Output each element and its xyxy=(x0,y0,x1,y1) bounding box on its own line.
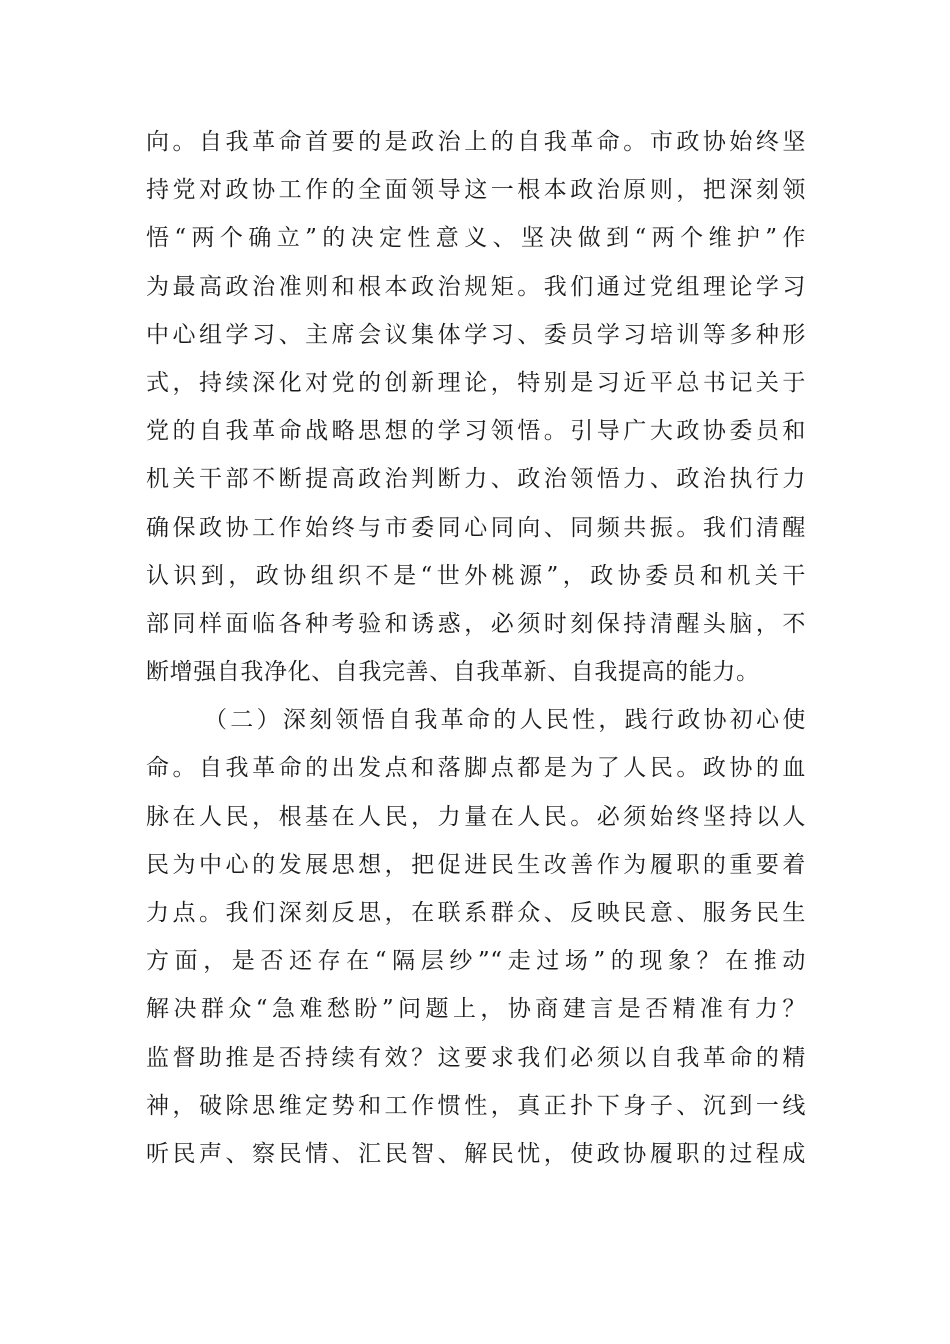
text-line: 持党对政协工作的全面领导这一根本政治原则，把深刻领 xyxy=(146,177,806,204)
text-line: 确保政协工作始终与市委同心同向、同频共振。我们清醒 xyxy=(146,514,806,541)
text-line: 向。自我革命首要的是政治上的自我革命。市政协始终坚 xyxy=(146,129,806,155)
text-line: 命。自我革命的出发点和落脚点都是为了人民。政协的血 xyxy=(146,755,806,782)
text-line: 监督助推是否持续有效？这要求我们必须以自我革命的精 xyxy=(146,1044,806,1071)
text-line: 认识到，政协组织不是“世外桃源”，政协委员和机关干 xyxy=(146,562,806,589)
text-line: 式，持续深化对党的创新理论，特别是习近平总书记关于 xyxy=(146,369,806,396)
text-line: 党的自我革命战略思想的学习领悟。引导广大政协委员和 xyxy=(146,418,806,445)
text-line: 为最高政治准则和根本政治规矩。我们通过党组理论学习 xyxy=(146,273,806,300)
text-line: 悟“两个确立”的决定性意义、坚决做到“两个维护”作 xyxy=(146,225,806,252)
text-line: 脉在人民，根基在人民，力量在人民。必须始终坚持以人 xyxy=(146,803,806,830)
text-line: 神，破除思维定势和工作惯性，真正扑下身子、沉到一线 xyxy=(146,1092,806,1119)
text-line: 解决群众“急难愁盼”问题上，协商建言是否精准有力？ xyxy=(146,996,806,1023)
text-line: 机关干部不断提高政治判断力、政治领悟力、政治执行力 xyxy=(146,466,806,493)
section-heading-line: （二）深刻领悟自我革命的人民性，践行政协初心使 xyxy=(204,707,806,734)
text-line: 民为中心的发展思想，把促进民生改善作为履职的重要着 xyxy=(146,851,806,878)
text-line: 方面，是否还存在“隔层纱”“走过场”的现象？在推动 xyxy=(146,948,806,975)
paragraph-end-line: 断增强自我净化、自我完善、自我革新、自我提高的能力。 xyxy=(146,659,760,686)
text-line: 听民声、察民情、汇民智、解民忧，使政协履职的过程成 xyxy=(146,1140,806,1167)
text-line: 力点。我们深刻反思，在联系群众、反映民意、服务民生 xyxy=(146,900,806,926)
body-text xyxy=(146,118,806,1178)
text-line: 部同样面临各种考验和诱惑，必须时刻保持清醒头脑，不 xyxy=(146,610,806,637)
text-line: 中心组学习、主席会议集体学习、委员学习培训等多种形 xyxy=(146,321,806,348)
